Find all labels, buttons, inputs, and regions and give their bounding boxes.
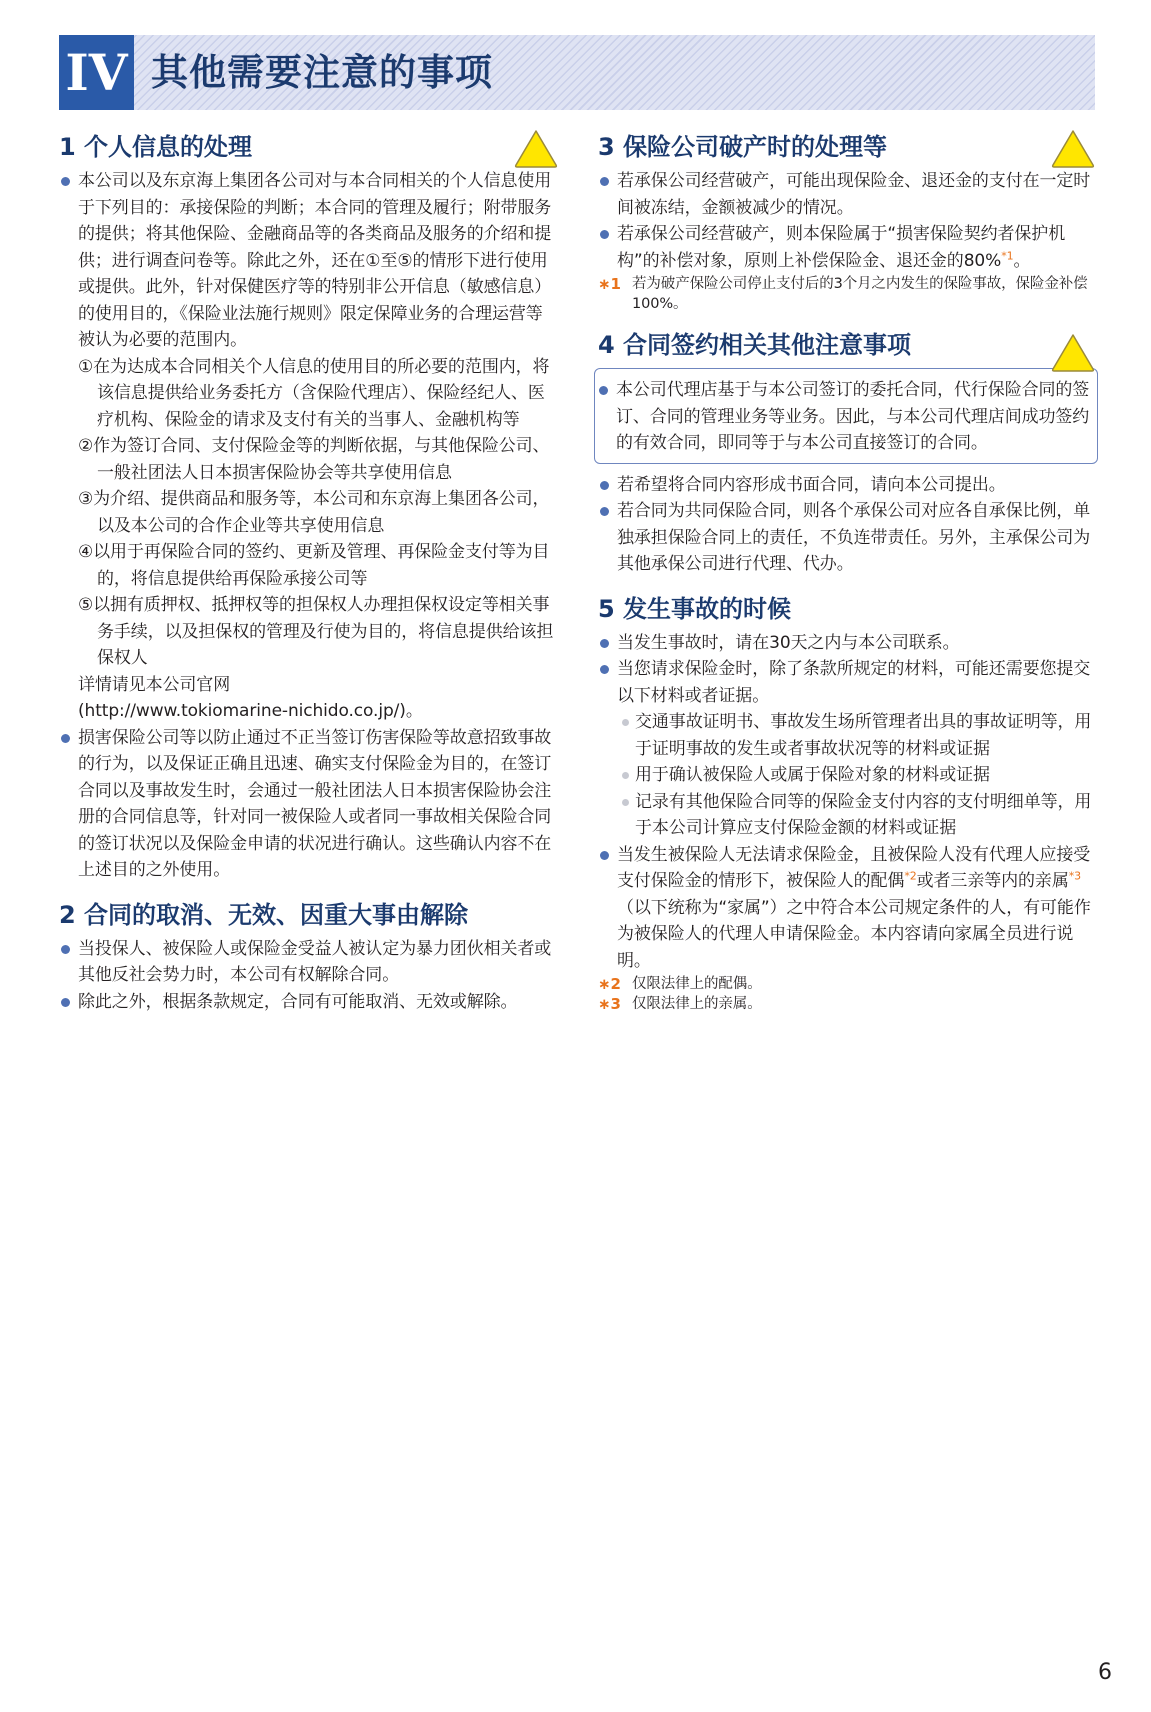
warning-icon (1050, 128, 1096, 168)
paragraph-part: （以下统称为“家属”）之中符合本公司规定条件的人，有可能作为被保险人的代理人申请保险金。本内容请向家属全员进行说明。 (617, 897, 1091, 971)
section-4-paragraph-1: 若希望将合同内容形成书面合同，请向本公司提出。 (598, 472, 1098, 499)
list-item: 用于确认被保险人或属于保险对象的材料或证据 (598, 762, 1098, 789)
footnote-marker: ∗2 (598, 975, 621, 993)
paragraph-part: 或者三亲等内的亲属 (916, 871, 1069, 891)
section-2-paragraph-2: 除此之外，根据条款规定，合同有可能取消、无效或解除。 (59, 989, 559, 1016)
section-4-title: 4 合同签约相关其他注意事项 (598, 331, 912, 359)
section-5-paragraph-3 (598, 842, 1098, 975)
section-3-paragraph-2-text: 若承保公司经营破产，则本保险属于“损害保险契约者保护机构”的补偿对象，原则上补偿保险金、退还金的80% (617, 224, 1066, 271)
section-3-paragraph-1: 若承保公司经营破产，可能出现保险金、退还金的支付在一定时间被冻结，金额被减少的情况。 (598, 168, 1098, 221)
highlight-box (594, 368, 1098, 464)
list-item: ④以用于再保险合同的签约、更新及管理、再保险金支付等为目的，将信息提供给再保险承接公司等 (78, 542, 550, 589)
section-3-paragraph-2 (598, 221, 1098, 274)
left-column (59, 128, 559, 1015)
footnote-text: 仅限法律上的亲属。 (632, 996, 762, 1012)
page-number: 6 (1098, 1660, 1112, 1685)
section-4-paragraph-2: 若合同为共同保险合同，则各个承保公司对应各自承保比例，单独承担保险合同上的责任，不负连带责任。另外，主承保公司为其他承保公司进行代理、代办。 (598, 498, 1098, 578)
section-5-title: 5 发生事故的时候 (598, 594, 792, 623)
list-item: 记录有其他保险合同等的保险金支付内容的支付明细单等，用于本公司计算应支付保险金额的材料或证据 (598, 789, 1098, 842)
chapter-number: IV (59, 35, 134, 110)
section-5-paragraph-2: 当您请求保险金时，除了条款所规定的材料，可能还需要您提交以下材料或者证据。 (598, 656, 1098, 709)
footnote-text: 若为破产保险公司停止支付后的3个月之内发生的保险事故，保险金补偿100%。 (632, 276, 1088, 312)
footnote-1 (598, 274, 1098, 314)
paragraph-part: 当发生被保险人无法请求保险金，且被保险人没有代理人应接受支付保险金的情形下，被保险人的配偶 (617, 844, 1091, 891)
footnote-ref-1: *1 (1001, 248, 1014, 262)
section-2-title: 2 合同的取消、无效、因重大事由解除 (59, 900, 469, 929)
section-1-header (59, 128, 559, 166)
warning-icon (1050, 332, 1096, 372)
footnote-text: 仅限法律上的配偶。 (632, 976, 762, 992)
section-2-header (59, 896, 559, 934)
list-item: ②作为签订合同、支付保险金等的判断依据，与其他保险公司、一般社团法人日本损害保险协会等共享使用信息 (78, 436, 550, 483)
section-1-title: 1 个人信息的处理 (59, 133, 253, 161)
section-3-paragraph-2-end: 。 (1013, 250, 1031, 271)
section-5-paragraph-1: 当发生事故时，请在30天之内与本公司联系。 (598, 630, 1098, 657)
section-5-header (598, 590, 1098, 628)
list-item: ⑤以拥有质押权、抵押权等的担保权人办理担保权设定等相关事务手续，以及担保权的管理及行使为目的，将信息提供给该担保权人 (78, 595, 554, 668)
list-item: ③为介绍、提供商品和服务等，本公司和东京海上集团各公司，以及本公司的合作企业等共享使用信息 (78, 489, 550, 536)
footnote-ref-2: *2 (904, 869, 917, 883)
footnote-2 (598, 974, 1098, 994)
website-link[interactable]: (http://www.tokiomarine-nichido.co.jp/)。 (78, 701, 423, 721)
page-header (59, 35, 1095, 110)
footnote-3 (598, 994, 1098, 1014)
section-2-paragraph-1: 当投保人、被保险人或保险金受益人被认定为暴力团伙相关者或其他反社会势力时，本公司有权解除合同。 (59, 936, 559, 989)
list-item: 交通事故证明书、事故发生场所管理者出具的事故证明等，用于证明事故的发生或者事故状况等的材料或证据 (598, 709, 1098, 762)
warning-icon (513, 128, 559, 168)
detail-text: 详情请见本公司官网 (78, 674, 231, 695)
section-1-paragraph-2: 损害保险公司等以防止通过不正当签订伤害保险等故意招致事故的行为，以及保证正确且迅速、确实支付保险金为目的，在签订合同以及事故发生时，会通过一般社团法人日本损害保险协会注册的合同信息等，针对同一被保险人或者同一事故相关保险合同的签订状况以及保险金申请的状况进行确认。这些确认内容不在上述目的之外使用。 (59, 725, 559, 884)
right-column (598, 128, 1098, 1014)
section-1-paragraph-1: 本公司以及东京海上集团各公司对与本合同相关的个人信息使用于下列目的：承接保险的判断；本合同的管理及履行；附带服务的提供；将其他保险、金融商品等的各类商品及服务的介绍和提供；进行调查问卷等。除此之外，还在①至⑤的情形下进行使用或提供。此外，针对保健医疗等的特别非公开信息（敏感信息）的使用目的，《保险业法施行规则》限定保障业务的合理运营等被认为必要的范围内。 (59, 168, 559, 354)
section-4-header (598, 326, 1098, 364)
section-4-boxed-paragraph: 本公司代理店基于与本公司签订的委托合同，代行保险合同的签订、合同的管理业务等业务。因此，与本公司代理店间成功签约的有效合同，即同等于与本公司直接签订的合同。 (597, 377, 1091, 457)
footnote-marker: ∗1 (598, 275, 621, 293)
footnote-ref-3: *3 (1068, 869, 1082, 883)
list-item: ①在为达成本合同相关个人信息的使用目的所必要的范围内，将该信息提供给业务委托方（含保险代理店）、保险经纪人、医疗机构、保险金的请求及支付有关的当事人、金融机构等 (78, 356, 550, 430)
section-3-title: 3 保险公司破产时的处理等 (598, 133, 888, 161)
section-3-header (598, 128, 1098, 166)
page-title: 其他需要注意的事项 (151, 51, 493, 94)
footnote-marker: ∗3 (598, 995, 621, 1013)
